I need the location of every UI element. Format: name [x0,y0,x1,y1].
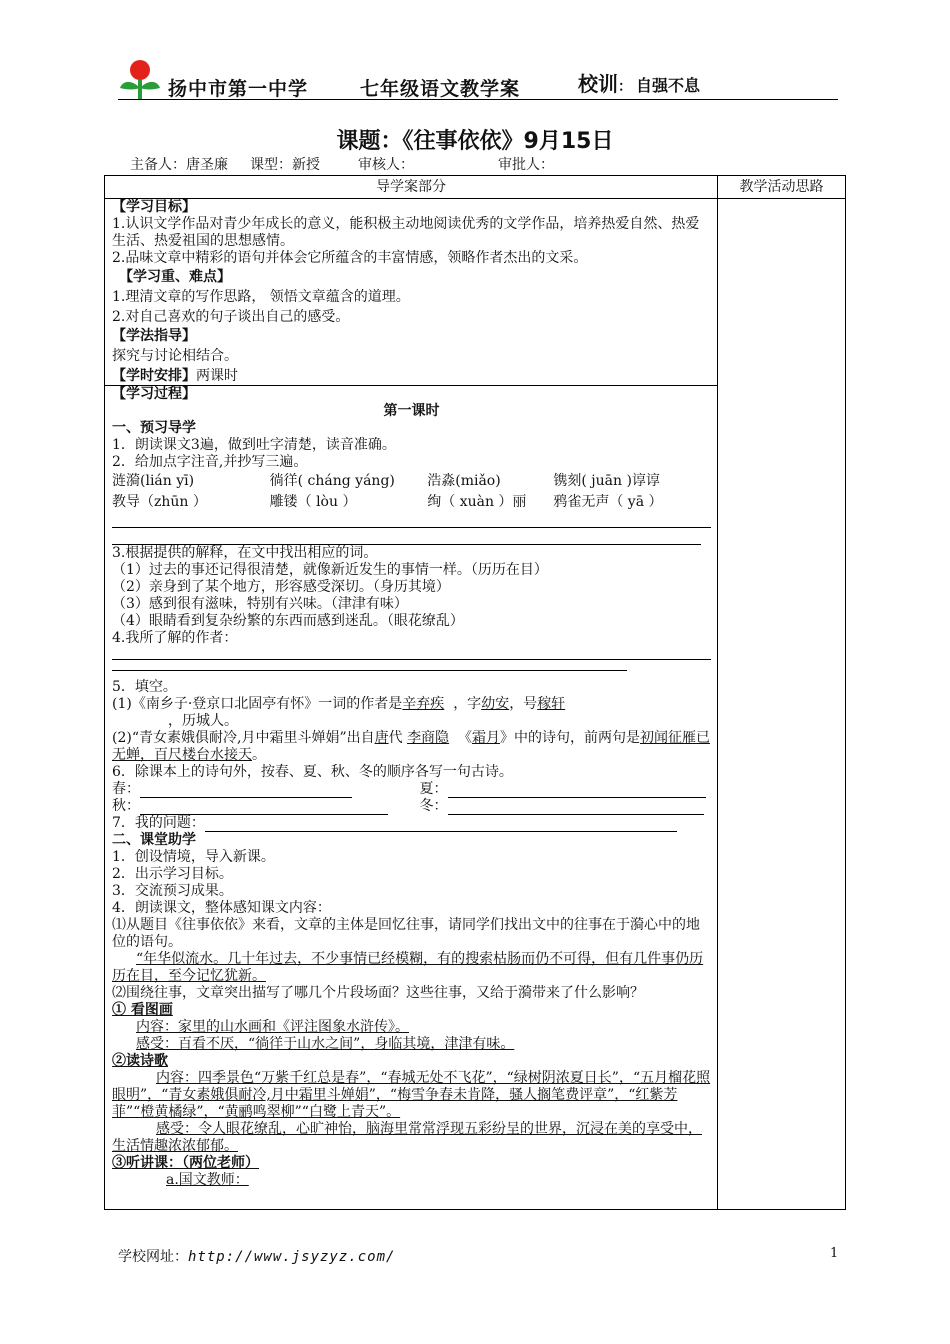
plan-name: 七年级语文教学案 [360,78,521,100]
page-header [118,58,838,100]
copy-line[interactable] [112,527,711,528]
school-url-link[interactable]: http://www.jsyzyz.com/ [188,1249,396,1265]
col-header-guide: 导学案部分 [105,176,718,199]
author-line[interactable] [112,659,711,660]
school-logo-icon [118,58,162,102]
page-number: 1 [830,1246,839,1261]
page-title: 课题：《往事依依》9月15日 [336,129,614,154]
author-line[interactable] [112,670,627,671]
school-name: 扬中市第一中学 [168,78,309,100]
motto: 自强不息 [636,76,701,95]
meta-line: 主备人：唐圣廉 课型：新授 审核人： 审批人： [130,157,554,173]
lesson-heading: 第一课时 [383,403,440,419]
header-rule [118,99,838,100]
motto-label: 校训： [578,72,632,96]
process-cell: 【学习过程】 第一课时 一、预习导学 1．朗读课文3遍，做到吐字清楚，读音准确。 2．给加点字注音,并抄写三遍。 涟漪(lián yī) 徜徉( cháng yáng) 浩淼(miǎo) 镌刻( juān )谆谆 教导（zhūn ） 雕镂（ lòu ） 绚（ xuàn ）丽 鸦雀无声（ yā ） 3.根据提供的解释，在文中找出相应的词。 （1）过去的事还记得很清楚，就像新近发生的事情一样。（历历在目） （2）亲身到了某个地方，形容感受深切。（身历其境） （3）感到很有滋味，特别有兴味。（津津有味） （4）眼睛看到复杂纷繁的东西而感到迷乱。（眼花缭乱） 4.我所了解的作者： 5．填空。 (1)《南乡子·登京口北固亭有怀》一词的作者是辛弃疾 ，字幼安，号稼轩 ，历城人。 (2)“青女素娥俱耐冷,月中霜里斗婵娟”出自唐代 李商隐 《霜月》中的诗句，前两句是初闻征雁已无蝉，百尺楼台水接天。 6．除课本上的诗句外，按春、夏、秋、冬的顺序各写一句古诗。 春： 夏： 秋： 冬： 7．我的问题： 二、课堂助学 1．创设情境，导入新课。 2．出示学习目标。 3．交流预习成果。 4．朗读课文，整体感知课文内容： ⑴从题目《往事依依》来看，文章的主体是回忆往事，请同学们找出文中的往事在于漪心中的地位的语句。 “年华似流水。几十年过去，不少事情已经模糊，有的搜索枯肠而仍不可得，但有几件事仍历历在目，至今记忆犹新。 ⑵围绕往事，文章突出描写了哪几个片段场面？这些往事，又给于漪带来了什么影响？ ① 看图画 内容：家里的山水画和《评注图象水浒传》。 感受：百看不厌，“徜徉于山水之间”，身临其境，津津有味。 ②读诗歌 内容：四季景色“万紫千红总是春”，“春城无处不飞花”，“绿树阴浓夏日长”，“五月榴花照眼明”，“青女素娥俱耐冷,月中霜里斗婵娟”，“梅雪争春未肯降，骚人搁笔费评章”，“红紫芳菲”“橙黄橘绿”，“黄鹂鸣翠柳”“白鹭上青天”。 感受：令人眼花缭乱，心旷神怡，脑海里常常浮现五彩纷呈的世界，沉浸在美的享受中，生活情趣浓浓郁郁。 ③听讲课：（两位老师） a.国文教师： [105,386,718,1210]
col-header-activity: 教学活动思路 [718,176,846,199]
footer: 学校网址：http://www.jsyzyz.com/ [118,1249,396,1265]
question-input[interactable] [205,831,677,832]
lesson-table [104,175,846,1210]
activity-cell [718,199,846,1210]
goals-cell: 【学习目标】 1.认识文学作品对青少年成长的意义，能积极主动地阅读优秀的文学作品，培养热爱自然、热爱生活、热爱祖国的思想感情。 2.品味文章中精彩的语句并体会它所蕴含的丰富情感，领略作者杰出的文采。 【学习重、难点】 1.理清文章的写作思路， 领悟文章蕴含的道理。 2.对自己喜欢的句子谈出自己的感受。 【学法指导】 探究与讨论相结合。 【学时安排】两课时 [105,199,718,386]
